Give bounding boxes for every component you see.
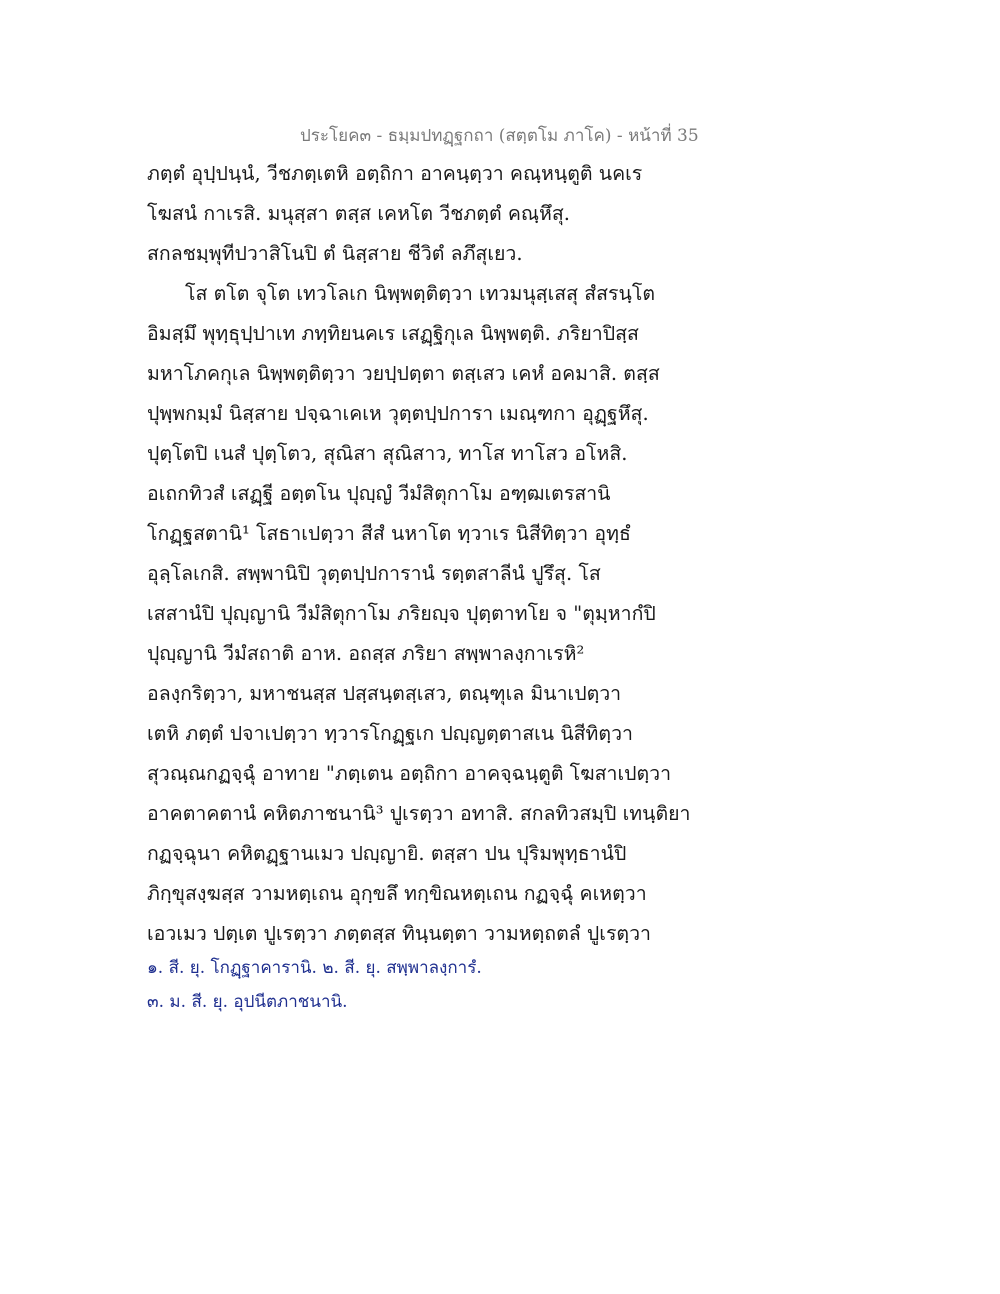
text-line: ภตฺตํ อุปฺปนฺนํ, วีชภตฺเตหิ อตฺถิกา อาคนฺตฺวา คณฺหนฺตูติ นคเร: [147, 162, 643, 185]
text-line: ปุญฺญานิ วีมํสถาติ อาห. อถสฺส ภริยา สพฺพาลงฺกาเรหิ²: [147, 642, 585, 665]
text-line: ปุตฺโตปิ เนสํ ปุตฺโตว, สุณิสา สุณิสาว, ทาโส ทาโสว อโหสิ.: [147, 442, 628, 465]
text-line: โฆสนํ กาเรสิ. มนุสฺสา ตสฺส เคหโต วีชภตฺตํ คณฺหึสุ.: [147, 202, 570, 225]
text-line: อาคตาคตานํ คหิตภาชนานิ³ ปูเรตฺวา อทาสิ. สกลทิวสมฺปิ เทนฺติยา: [147, 802, 691, 825]
text-line: เตหิ ภตฺตํ ปจาเปตฺวา ทฺวารโกฏฺฐเก ปญฺญตฺตาสเน นิสีทิตฺวา: [147, 722, 633, 745]
footnote-line: ๓. ม. สี. ยุ. อุปนีตภาชนานิ.: [147, 992, 348, 1012]
text-line: สุวณฺณกฏจฺฉุํ อาทาย "ภตฺเตน อตฺถิกา อาคจฺฉนฺตูติ โฆสาเปตฺวา: [147, 762, 672, 785]
text-line: โส ตโต จุโต เทวโลเก นิพฺพตฺติตฺวา เทวมนุสฺเสสุ สํสรนฺโต: [185, 282, 655, 305]
text-line: ปุพฺพกมฺมํ นิสฺสาย ปจฺฉาเคเห วุตฺตปฺปการา เมณฺฑกา อุฏฺฐหึสุ.: [147, 402, 649, 425]
text-line: โกฏฺฐสตานิ¹ โสธาเปตฺวา สีสํ นหาโต ทฺวาเร นิสีทิตฺวา อุทฺธํ: [147, 522, 631, 545]
text-line: อิมสฺมึ พุทฺธุปฺปาเท ภทฺทิยนคเร เสฏฺฐิกุเล นิพฺพตฺติ. ภริยาปิสฺส: [147, 322, 639, 345]
text-line: เสสานํปิ ปุญฺญานิ วีมํสิตุกาโม ภริยญฺจ ปุตฺตาทโย จ "ตุมฺหากํปิ: [147, 602, 656, 625]
text-line: กฏจฺฉุนา คหิตฏฺฐานเมว ปญฺญายิ. ตสฺสา ปน ปุริมพุทฺธานํปิ: [147, 842, 627, 865]
text-line: อเถกทิวสํ เสฏฺฐี อตฺตโน ปุญฺญํ วีมํสิตุกาโม อฑฺฒเตรสานิ: [147, 482, 611, 505]
body-text: [147, 154, 707, 954]
text-line: มหาโภคกุเล นิพฺพตฺติตฺวา วยปฺปตฺตา ตสฺเสว เคหํ อคมาสิ. ตสฺส: [147, 362, 660, 385]
footnotes: [147, 951, 707, 1019]
footnote-line: ๑. สี. ยุ. โกฏฺฐาคารานิ. ๒. สี. ยุ. สพฺพาลงฺการํ.: [147, 958, 482, 978]
text-line: เอวเมว ปตฺเต ปูเรตฺวา ภตฺตสฺส ทินฺนตฺตา วามหตฺถตลํ ปูเรตฺวา: [147, 922, 651, 945]
text-line: สกลชมฺพุทีปวาสิโนปิ ตํ นิสฺสาย ชีวิตํ ลภึสุเยว.: [147, 242, 523, 265]
text-line: อุลฺโลเกสิ. สพฺพานิปิ วุตฺตปฺปการานํ รตฺตสาลีนํ ปูรึสุ. โส: [147, 562, 601, 585]
text-line: อลงฺกริตฺวา, มหาชนสฺส ปสฺสนฺตสฺเสว, ตณฺฑุเล มินาเปตฺวา: [147, 682, 622, 705]
text-line: ภิกฺขุสงฺฆสฺส วามหตฺเถน อุกฺขลึ ทกฺขิณหตฺเถน กฏจฺฉุํ คเหตฺวา: [147, 882, 647, 905]
running-header: ประโยค๓ - ธมฺมปทฏฺฐกถา (สตฺตโม ภาโค) - หน้าที่ 35: [300, 126, 699, 146]
